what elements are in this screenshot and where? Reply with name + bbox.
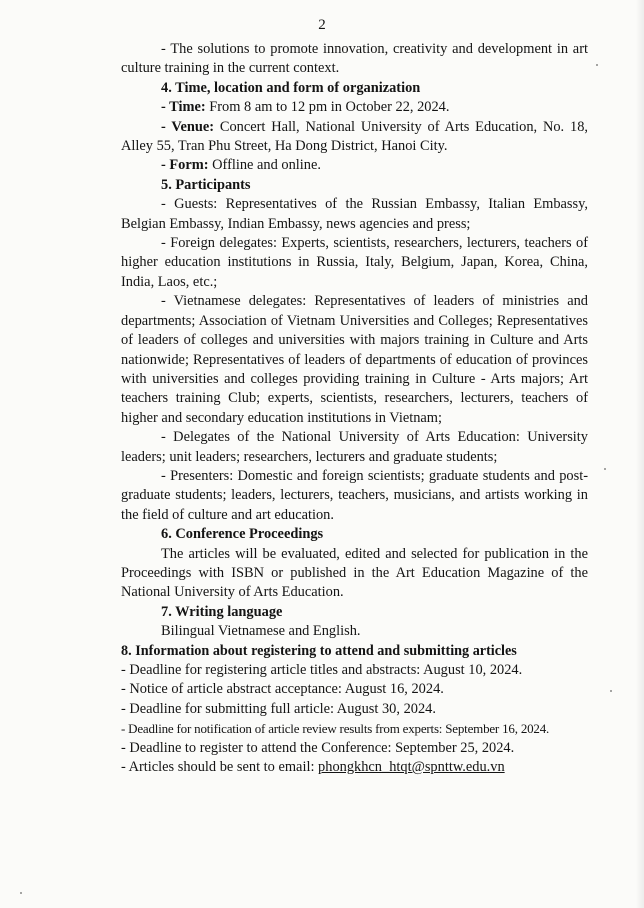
deadline-full-article-line: - Deadline for submitting full article: August 30, 2024. xyxy=(121,700,436,717)
page-number: 2 xyxy=(318,17,326,33)
scan-speck xyxy=(604,468,606,470)
presenters-paragraph: - Presenters: Domestic and foreign scientists; graduate students and post-graduate students; leaders, lecturers, teachers, musicians, and artists working in the field of culture and art education. xyxy=(121,467,588,523)
page-body xyxy=(121,40,588,777)
section-7-heading: 7. Writing language xyxy=(161,603,283,620)
form-label: - Form: xyxy=(161,157,209,174)
section-6-heading: 6. Conference Proceedings xyxy=(161,526,324,543)
language-paragraph: Bilingual Vietnamese and English. xyxy=(161,623,361,640)
email-line xyxy=(121,758,588,777)
scan-speck xyxy=(20,892,22,894)
time-text: From 8 am to 12 pm in October 22, 2024. xyxy=(205,99,450,116)
section-5-heading: 5. Participants xyxy=(161,176,251,193)
email-link[interactable]: phongkhcn_htqt@spnttw.edu.vn xyxy=(318,759,505,776)
nuae-delegates-paragraph: - Delegates of the National University of Arts Education: University leaders; unit leaders; researchers, lecturers and graduate students; xyxy=(121,429,588,465)
time-label: - Time: xyxy=(161,99,206,116)
foreign-delegates-paragraph: - Foreign delegates: Experts, scientists, researchers, lecturers, teachers of higher education institutions in Russia, Italy, Belgium, Japan, Korea, China, India, Laos, etc.; xyxy=(121,235,588,290)
email-prefix: - Articles should be sent to email: xyxy=(121,759,319,776)
solutions-paragraph: - The solutions to promote innovation, creativity and development in art culture training in the current context. xyxy=(121,41,588,77)
deadline-review-line: - Deadline for notification of article review results from experts: September 16, 2024. xyxy=(121,721,550,737)
form-text: Offline and online. xyxy=(208,157,321,174)
venue-paragraph xyxy=(121,118,588,157)
scan-speck xyxy=(610,690,612,692)
deadline-register-line: - Deadline to register to attend the Conference: September 25, 2024. xyxy=(121,739,515,756)
vietnamese-delegates-paragraph: - Vietnamese delegates: Representatives of leaders of ministries and departments; Association of Vietnam Universities and Colleges; Representatives of leaders of colleges and universities with majors training in Culture and Arts nationwide; Representatives of leaders of departments of education of provinces with universities and colleges providing training in Culture - Arts majors; Art teachers training Club; experts, scientists, researchers, lecturers, teachers of higher and secondary education institutions in Vietnam; xyxy=(121,293,588,426)
scan-speck xyxy=(596,64,598,66)
venue-label: - Venue: xyxy=(161,118,215,135)
guests-paragraph: - Guests: Representatives of the Russian Embassy, Italian Embassy, Belgian Embassy, Indian Embassy, news agencies and press; xyxy=(121,196,588,232)
notice-acceptance-line: - Notice of article abstract acceptance: August 16, 2024. xyxy=(121,681,444,698)
proceedings-paragraph: The articles will be evaluated, edited and selected for publication in the Proceedings with ISBN or published in the Art Education Magazine of the National University of Arts Education. xyxy=(121,545,588,601)
time-paragraph xyxy=(121,98,588,117)
section-8-heading: 8. Information about registering to attend and submitting articles xyxy=(121,642,517,659)
scan-edge-shadow xyxy=(636,0,644,908)
venue-text: Concert Hall, National University of Arts Education, No. 18, Alley 55, Tran Phu Street, Ha Dong District, Hanoi City. xyxy=(121,118,588,155)
form-paragraph xyxy=(121,156,588,175)
section-4-heading: 4. Time, location and form of organization xyxy=(161,79,421,96)
deadline-titles-line: - Deadline for registering article titles and abstracts: August 10, 2024. xyxy=(121,662,523,678)
